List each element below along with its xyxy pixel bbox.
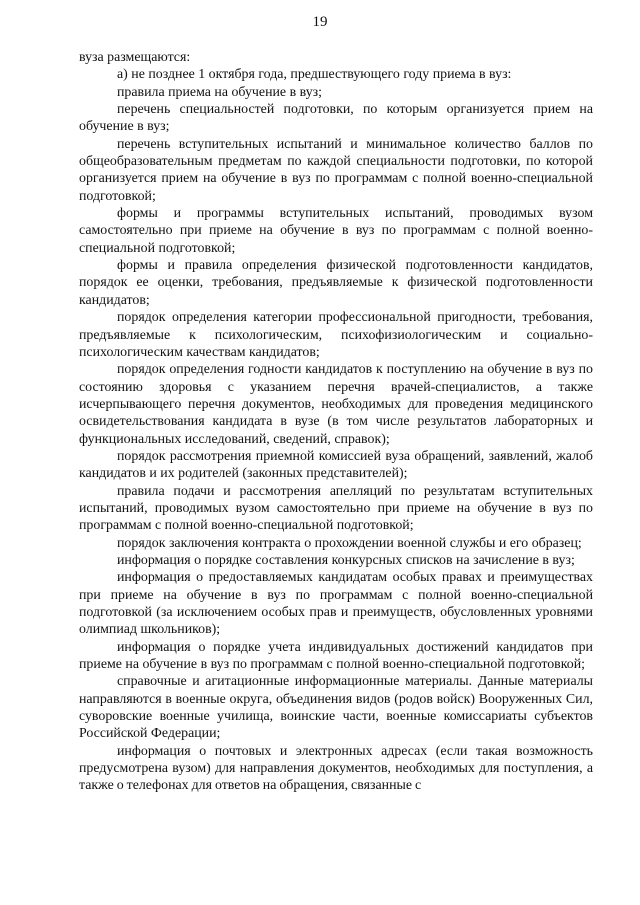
paragraph: перечень вступительных испытаний и минимальное количество баллов по общеобразовательным предметам по каждой специальности подготовки, по которой организуется прием на обучение в вуз по программам с полной военно-специальной подготовкой; xyxy=(79,136,593,204)
paragraph: порядок определения категории профессиональной пригодности, требования, предъявляемые к психологическим, психофизиологическим и социально-психологическим качествам кандидатов; xyxy=(79,310,593,360)
paragraph: порядок рассмотрения приемной комиссией вуза обращений, заявлений, жалоб кандидатов и их родителей (законных представителей); xyxy=(79,448,593,482)
paragraph: формы и правила определения физической подготовленности кандидатов, порядок ее оценки, требования, предъявляемые к физической подготовленности кандидатов; xyxy=(79,258,593,308)
document-body xyxy=(79,49,593,795)
paragraph: правила приема на обучение в вуз; xyxy=(117,84,322,100)
paragraph: порядок определения годности кандидатов к поступлению на обучение в вуз по состоянию здоровья с указанием перечня врачей-специалистов, а также исчерпывающего перечня документов, необходимых для проведения медицинского освидетельствования кандидата в вузе (в том числе результатов лабораторных и функциональных исследований, сведений, справок); xyxy=(79,362,593,447)
paragraph: порядок заключения контракта о прохождении военной службы и его образец; xyxy=(117,535,582,551)
paragraph: информация о порядке составления конкурсных списков на зачисление в вуз; xyxy=(117,552,575,568)
paragraph: информация о предоставляемых кандидатам особых правах и преимуществах при приеме на обучение в вуз по программам с полной военно-специальной подготовкой (за исключением особых прав и преимуществ, обусловленных уровнями олимпиад школьников); xyxy=(79,570,593,638)
paragraph: формы и программы вступительных испытаний, проводимых вузом самостоятельно при приеме на обучение в вуз по программам с полной военно-специальной подготовкой; xyxy=(79,206,593,256)
paragraph: информация о почтовых и электронных адресах (если такая возможность предусмотрена вузом) для направления документов, необходимых для поступления, а также о телефонах для ответов на обращения, связанные с xyxy=(79,743,593,794)
paragraph: справочные и агитационные информационные материалы. Данные материалы направляются в военные округа, объединения видов (родов войск) Вооруженных Сил, суворовские военные училища, воинские части, военные комиссариаты субъектов Российской Федерации; xyxy=(79,674,593,742)
paragraph: а) не позднее 1 октября года, предшествующего году приема в вуз: xyxy=(117,67,512,83)
paragraph: перечень специальностей подготовки, по которым организуется прием на обучение в вуз; xyxy=(79,102,593,135)
page-number: 19 xyxy=(312,14,328,30)
paragraph: правила подачи и рассмотрения апелляций по результатам вступительных испытаний, проводимых вузом самостоятельно при приеме на обучение в вуз по программам с полной военно-специальной подготовкой; xyxy=(79,483,593,534)
paragraph: информация о порядке учета индивидуальных достижений кандидатов при приеме на обучение в вуз по программам с полной военно-специальной подготовкой; xyxy=(79,639,593,673)
paragraph: вуза размещаются: xyxy=(79,50,191,65)
